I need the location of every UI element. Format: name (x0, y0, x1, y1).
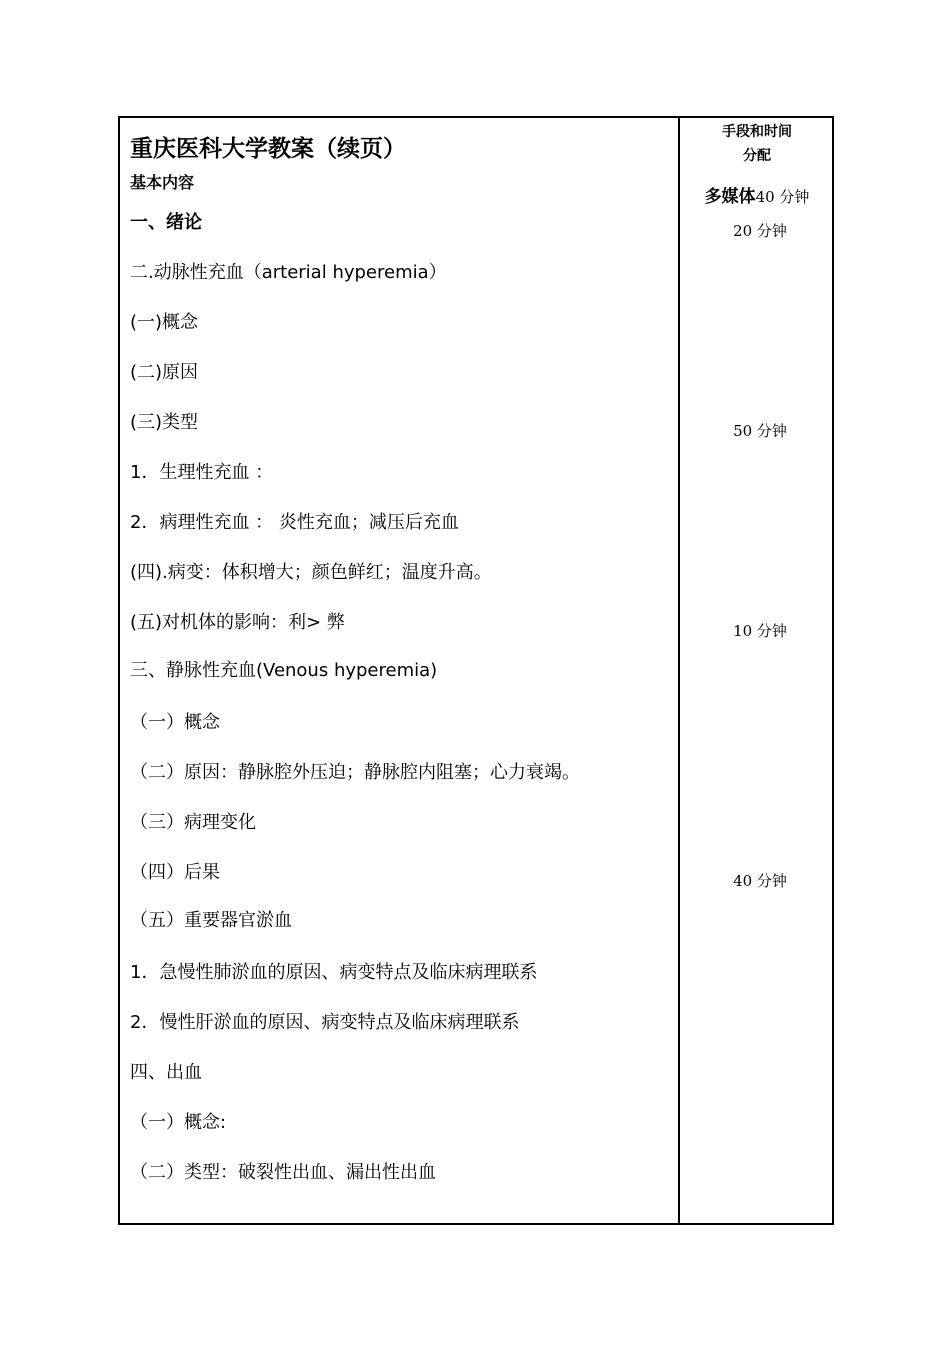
content-line-4: (二)原因 (130, 362, 199, 383)
side-header-line-1: 手段和时间 (722, 124, 792, 140)
content-line-19: （一）概念: (130, 1112, 227, 1133)
time-allocation-4: 40 分钟 (733, 872, 787, 890)
column-divider (678, 118, 680, 1223)
content-line-14: （四）后果 (130, 862, 220, 883)
media-time: 40 分钟 (755, 188, 810, 206)
content-line-12: （二）原因：静脉腔外压迫；静脉腔内阻塞；心力衰竭。 (130, 762, 580, 783)
lesson-plan-table (118, 116, 834, 1225)
content-line-9: (五)对机体的影响：利> 弊 (130, 612, 345, 633)
page-title: 重庆医科大学教案（续页） (130, 135, 406, 162)
content-line-2: 二.动脉性充血（arterial hyperemia） (130, 262, 447, 283)
media-label: 多媒体 (704, 187, 756, 207)
content-line-13: （三）病理变化 (130, 812, 256, 833)
content-line-10: 三、静脉性充血(Venous hyperemia) (130, 660, 438, 681)
time-allocation-1: 20 分钟 (733, 222, 787, 240)
time-allocation-3: 10 分钟 (733, 622, 787, 640)
media-allocation (680, 182, 834, 207)
section-heading: 基本内容 (130, 173, 195, 192)
content-line-17: 2．慢性肝淤血的原因、病变特点及临床病理联系 (130, 1012, 520, 1033)
content-line-3: (一)概念 (130, 312, 199, 333)
content-line-5: (三)类型 (130, 412, 199, 433)
content-line-1: 一、绪论 (130, 212, 202, 233)
content-line-16: 1．急慢性肺淤血的原因、病变特点及临床病理联系 (130, 962, 538, 983)
content-line-8: (四).病变：体积增大；颜色鲜红；温度升高。 (130, 562, 492, 583)
content-line-11: （一）概念 (130, 712, 220, 733)
content-line-15: （五）重要器官淤血 (130, 910, 292, 931)
side-header-line-2: 分配 (743, 148, 771, 164)
content-line-7: 2．病理性充血 ： 炎性充血；减压后充血 (130, 512, 459, 533)
content-line-20: （二）类型：破裂性出血、漏出性出血 (130, 1162, 436, 1183)
time-allocation-2: 50 分钟 (733, 422, 787, 440)
content-line-18: 四、出血 (130, 1062, 202, 1083)
content-line-6: 1．生理性充血 ： (130, 462, 274, 483)
